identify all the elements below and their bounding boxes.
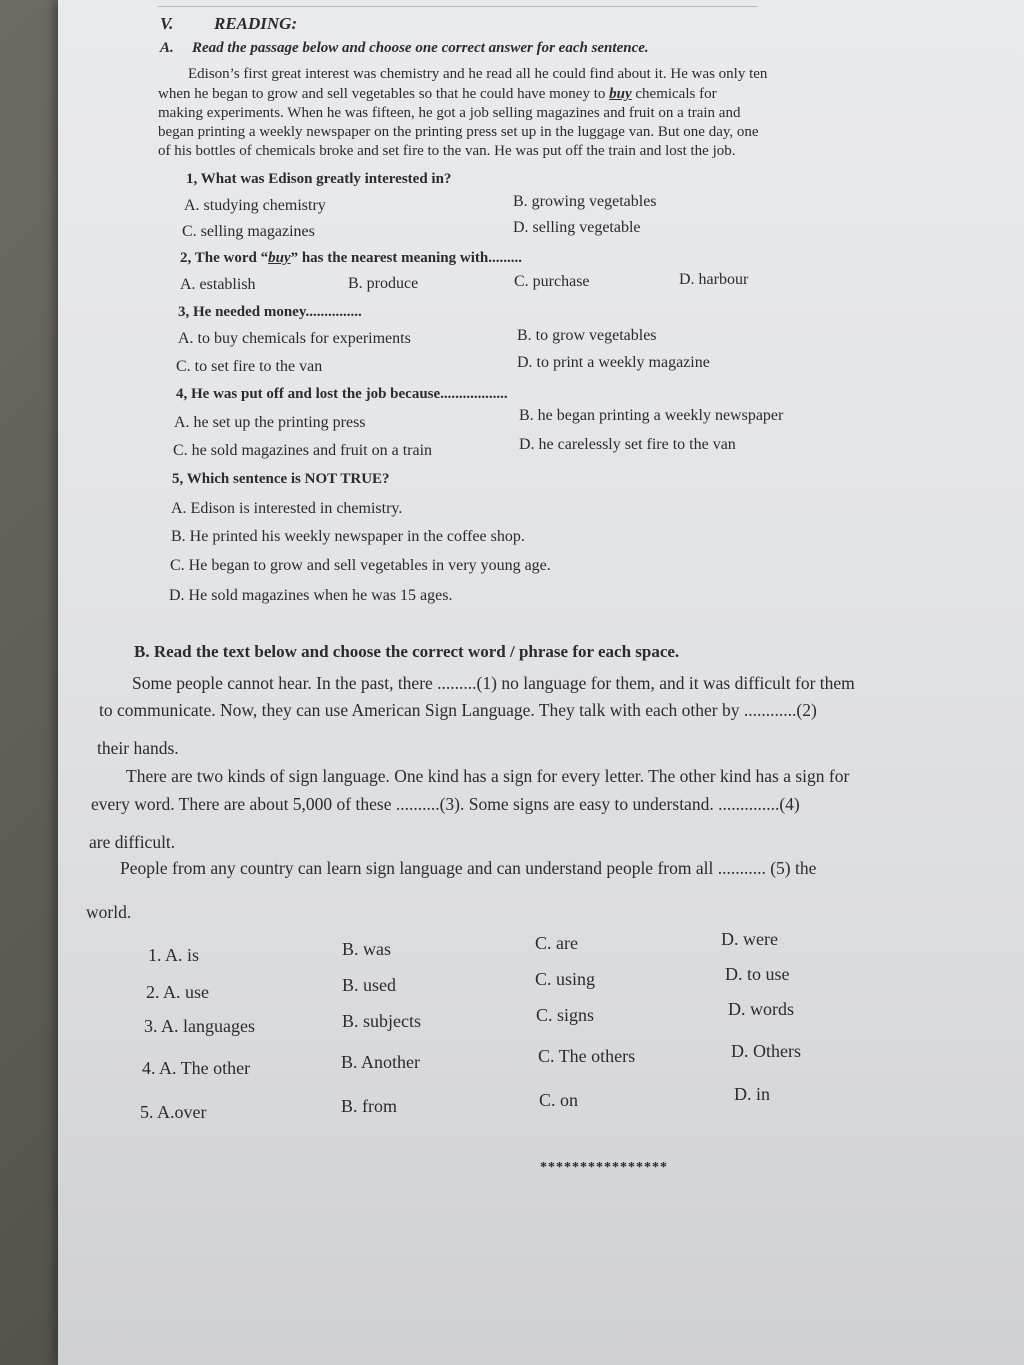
answer-option[interactable]: A. establish	[180, 276, 256, 293]
answer-option[interactable]: 5. A.over	[140, 1102, 207, 1122]
answer-option[interactable]: D. in	[734, 1084, 770, 1104]
worksheet-page	[58, 0, 1024, 1365]
paragraph-line: to communicate. Now, they can use American Sign Language. They talk with each other by ............(2)	[99, 700, 817, 720]
question-text: ” has the nearest meaning with.........	[290, 250, 522, 266]
answer-option[interactable]: B. from	[341, 1096, 397, 1116]
answer-option[interactable]: D. he carelessly set fire to the van	[519, 436, 736, 453]
answer-option[interactable]: D. words	[728, 999, 794, 1019]
answer-option[interactable]: C. selling magazines	[182, 223, 315, 240]
answer-option[interactable]: D. to print a weekly magazine	[517, 354, 710, 371]
passage-line: of his bottles of chemicals broke and set fire to the van. He was put off the train and lost the job.	[158, 143, 736, 159]
answer-option[interactable]: 2. A. use	[146, 982, 209, 1002]
answer-option[interactable]: A. to buy chemicals for experiments	[178, 330, 411, 347]
paragraph-line: are difficult.	[89, 832, 176, 852]
paragraph-line: People from any country can learn sign language and can understand people from all ........... (5) the	[120, 858, 817, 878]
passage-text: when he began to grow and sell vegetables so that he could have money to	[158, 86, 606, 102]
passage-text: chemicals for	[635, 86, 717, 102]
paragraph-line: There are two kinds of sign language. One kind has a sign for every letter. The other kind has a sign for	[126, 766, 850, 786]
answer-option[interactable]: C. are	[535, 933, 578, 953]
paragraph-line: Some people cannot hear. In the past, there .........(1) no language for them, and it was difficult for them	[132, 673, 855, 693]
section-title: READING:	[214, 14, 298, 33]
answer-option[interactable]: A. he set up the printing press	[174, 414, 366, 431]
answer-option[interactable]: D. Others	[731, 1041, 801, 1061]
answer-option[interactable]: C. he sold magazines and fruit on a train	[173, 442, 433, 459]
answer-option[interactable]: B. produce	[348, 275, 419, 292]
answer-option[interactable]: C. He began to grow and sell vegetables in very young age.	[170, 557, 551, 574]
answer-option[interactable]: B. growing vegetables	[513, 193, 657, 210]
answer-option[interactable]: C. The others	[538, 1046, 636, 1066]
answer-option[interactable]: B. He printed his weekly newspaper in the coffee shop.	[171, 528, 525, 545]
answer-option[interactable]: C. purchase	[514, 273, 590, 290]
answer-option[interactable]: B. used	[342, 975, 396, 995]
paragraph-line: their hands.	[97, 738, 179, 758]
answer-option[interactable]: B. subjects	[342, 1011, 421, 1031]
question-prompt: 1, What was Edison greatly interested in?	[186, 171, 452, 187]
answer-option[interactable]: B. to grow vegetables	[517, 327, 657, 344]
question-prompt: 5, Which sentence is NOT TRUE?	[172, 471, 390, 487]
question-prompt: 3, He needed money...............	[178, 304, 362, 320]
answer-option[interactable]: 4. A. The other	[142, 1058, 251, 1078]
question-text: 2, The word “	[180, 250, 269, 266]
part-b-instruction: B. Read the text below and choose the correct word / phrase for each space.	[134, 642, 680, 661]
answer-option[interactable]: D. selling vegetable	[513, 219, 641, 236]
answer-option[interactable]: D. were	[721, 929, 778, 949]
part-a-instruction: Read the passage below and choose one correct answer for each sentence.	[192, 40, 649, 56]
answer-option[interactable]: B. Another	[341, 1052, 420, 1072]
answer-option[interactable]: B. he began printing a weekly newspaper	[519, 407, 784, 424]
question-prompt: 4, He was put off and lost the job because..................	[176, 386, 508, 402]
answer-option[interactable]: 3. A. languages	[144, 1016, 255, 1036]
answer-option[interactable]: C. on	[539, 1090, 579, 1110]
passage-line: Edison’s first great interest was chemistry and he read all he could find about it. He was only ten	[188, 66, 768, 82]
answer-option[interactable]: 1. A. is	[148, 945, 200, 965]
answer-option[interactable]: D. harbour	[679, 271, 749, 288]
section-number: V.	[160, 14, 174, 33]
underlined-word: buy	[609, 86, 632, 102]
passage-line: began printing a weekly newspaper on the printing press set up in the luggage van. But one day, one	[158, 124, 759, 140]
paragraph-line: every word. There are about 5,000 of these ..........(3). Some signs are easy to understand. ..............(4)	[91, 794, 800, 814]
answer-option[interactable]: A. Edison is interested in chemistry.	[171, 500, 403, 517]
answer-option[interactable]: B. was	[342, 939, 391, 959]
answer-option[interactable]: C. signs	[536, 1005, 595, 1025]
paragraph-line: world.	[86, 902, 132, 922]
answer-option[interactable]: D. to use	[725, 964, 790, 984]
question-prompt	[180, 250, 522, 267]
underlined-word: buy	[268, 250, 291, 266]
footer-stars: ****************	[540, 1160, 668, 1175]
passage-line: making experiments. When he was fifteen, he got a job selling magazines and fruit on a train and	[158, 105, 741, 121]
part-a-letter: A.	[160, 40, 174, 56]
answer-option[interactable]: C. using	[535, 969, 596, 989]
answer-option[interactable]: C. to set fire to the van	[176, 358, 323, 375]
answer-option[interactable]: D. He sold magazines when he was 15 ages.	[169, 587, 453, 604]
passage-line	[158, 86, 717, 103]
answer-option[interactable]: A. studying chemistry	[184, 197, 326, 214]
top-divider	[158, 6, 758, 7]
